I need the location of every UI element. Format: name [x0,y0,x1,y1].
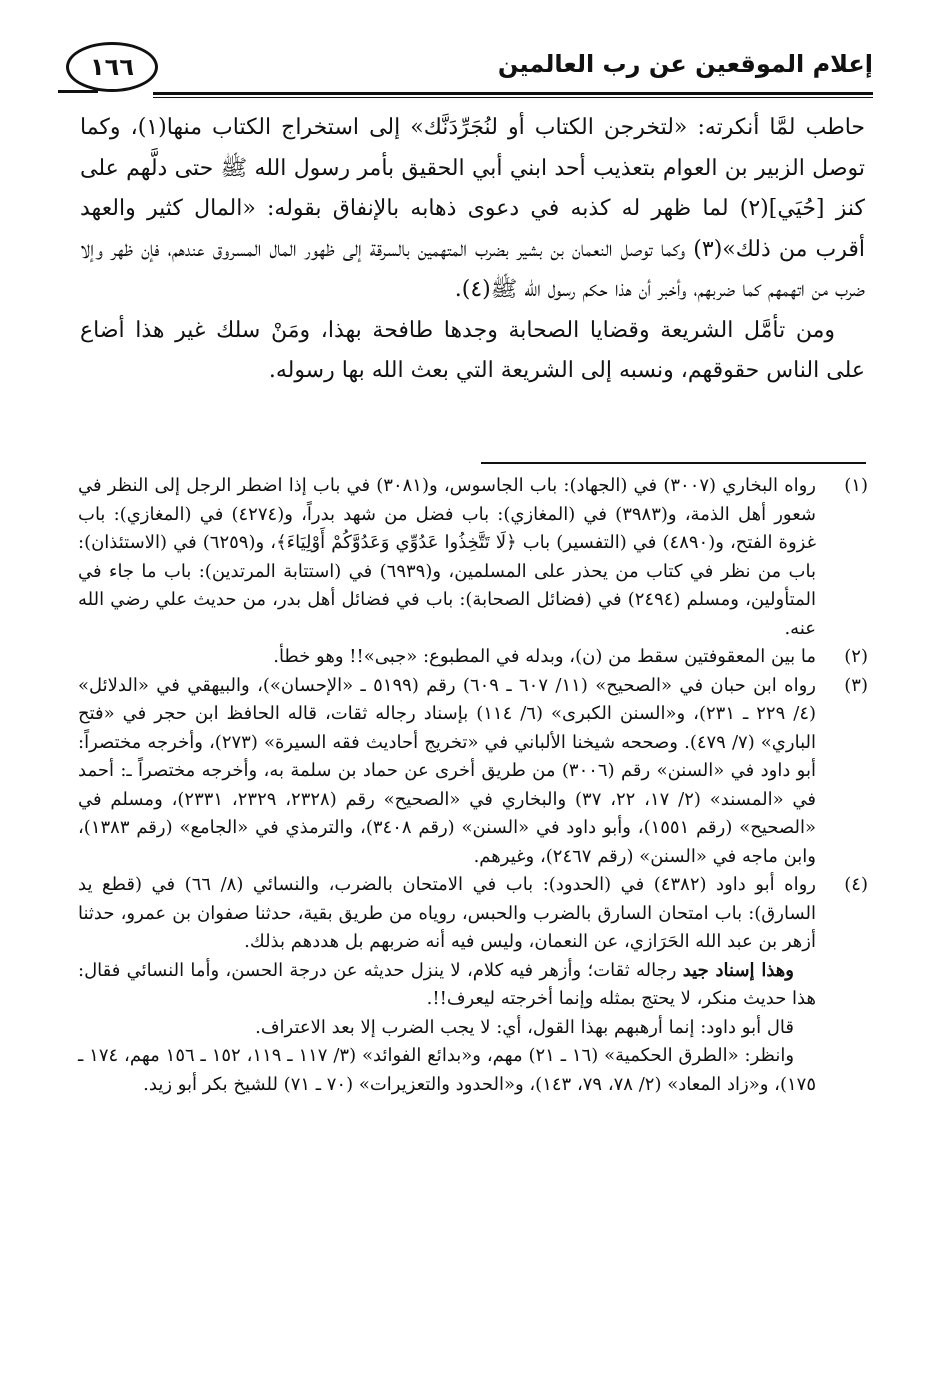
main-text [80,108,865,392]
footnote-continuation-text: رجاله ثقات؛ وأزهر فيه كلام، لا ينزل حديثه عن درجة الحسن، وأما النسائي فقال: هذا حديث منكر، لا يحتج بمثله وإنما أخرجته ليعرف!!. [78,959,816,1009]
footnote [78,672,868,872]
emphasis: وهذا إسناد جيد [682,959,794,981]
footnote-continuation-text: وانظر: «الطرق الحكمية» (١٦ ـ ٢١) مهم، و«بدائع الفوائد» (٣/ ١١٧ ـ ١١٩، ١٥٢ ـ ١٥٦ مهم، ١٧٤ ـ ١٧٥)، و«زاد المعاد» (٢/ ٧٨، ٧٩، ١٤٣)، و«الحدود والتعزيرات» (٧٠ ـ ٧١) للشيخ بكر أبو زيد. [78,1045,816,1095]
footnote-text: رواه البخاري (٣٠٠٧) في (الجهاد): باب الجاسوس، و(٣٠٨١) في باب إذا اضطر الرجل إلى النظر في شعور أهل الذمة، و(٣٩٨٣) في (المغازي): باب فضل من شهد بدراً، و(٤٢٧٤) في (المغازي): باب غزوة الفتح، و(٤٨٩٠) في (التفسير) باب ﴿لَا تَتَّخِذُوا عَدُوِّي وَعَدُوَّكُمْ أَوْلِيَاءَ﴾، و(٦٢٥٩) في (الاستئذان): باب من نظر في كتاب من يحذر على المسلمين، و(٦٩٣٩) في (استتابة المرتدين): باب ما جاء في المتأولين، ومسلم (٢٤٩٤) في (فضائل الصحابة): باب في فضائل أهل بدر، من حديث علي رضي الله عنه. [78,475,817,639]
footnote [78,871,868,957]
footnote-number: (١) [844,475,868,496]
footnote-continuation [78,1014,868,1043]
header-ornament [58,90,98,93]
footnote-continuation [78,957,868,1014]
footnote-continuation-text: قال أبو داود: إنما أرهبهم بهذا القول، أي: لا يجب الضرب إلا بعد الاعتراف. [255,1016,794,1038]
page-number: ١٦٦ [66,42,158,92]
footnote-number: (٢) [844,646,868,667]
footnote-continuation [78,1042,868,1099]
paragraph: ومن تأمَّل الشريعة وقضايا الصحابة وجدها طافحة بهذا، ومَنْ سلك غير هذا أضاع على الناس حقوقهم، ونسبه إلى الشريعة التي بعث الله بها رسوله. [80,317,865,383]
footnote-number: (٤) [844,874,868,895]
footnote-number: (٣) [844,674,868,696]
paragraph: حاطب لمَّا أنكرته: «لتخرجن الكتاب أو لنُجَرِّدَنَّك» إلى استخراج الكتاب منها(١)، وكما توصل الزبير بن العوام بتعذيب أحد ابني أبي الحقيق بأمر رسول الله ﷺ حتى دلَّهم على كنز [حُيَي](٢) لما ظهر له كذبه في دعوى ذهابه بالإنفاق بقوله: «المال كثير والعهد أقرب من ذلك»(٣) وكما توصل النعمان بن بشير بضرب المتهمين بالسرقة إلى ظهور المال المسروق عندهم، فإن ظهر وإلا ضرب من اتهمهم كما ضربهم، وأخبر أن هذا حكم رسول الله ﷺ(٤). [80,115,866,302]
footnotes [78,472,868,1099]
footnote-text: رواه ابن حبان في «الصحيح» (١١/ ٦٠٧ ـ ٦٠٩) رقم (٥١٩٩ ـ «الإحسان»)، والبيهقي في «الدلائل» (٤/ ٢٢٩ ـ ٢٣١)، و«السنن الكبرى» (٦/ ١١٤) بإسناد رجاله ثقات، قاله الحافظ ابن حجر في «فتح الباري» (٧/ ٤٧٩). وصححه شيخنا الألباني في «تخريج أحاديث فقه السيرة» (٢٧٣)، وأخرجه مختصراً: أبو داود في «السنن» رقم (٣٠٠٦) من طريق أخرى عن حماد بن سلمة به، وأخرجه مختصراً ـ: أحمد في «المسند» (٢/ ١٧، ٢٢، ٣٧) والبخاري في «الصحيح» رقم (٢٣٢٨، ٢٣٢٩، ٢٣٣١)، ومسلم في «الصحيح» (رقم ١٥٥١)، وأبو داود في «السنن» (رقم ٣٤٠٨)، والترمذي في «الجامع» (رقم ١٣٨٣)، وابن ماجه في «السنن» (رقم ٢٤٦٧)، وغيرهم. [78,674,817,867]
book-title: إعلام الموقعين عن رب العالمين [497,50,873,78]
footnote [78,643,868,672]
footnote-text: ما بين المعقوفتين سقط من (ن)، وبدله في المطبوع: «جبى»!! وهو خطأ. [273,646,816,667]
header-rule [153,92,873,95]
running-header [58,40,873,98]
footnote-text: رواه أبو داود (٤٣٨٢) في (الحدود): باب في الامتحان بالضرب، والنسائي (٨/ ٦٦) في (قطع يد السارق): باب امتحان السارق بالضرب والحبس، روياه من طريق بقية، حدثنا صفوان بن عمرو، حدثنا أزهر بن عبد الله الحَرَازي، عن النعمان، وليس فيه أنه ضربهم بل هددهم بذلك. [78,874,816,952]
header-rule-thin [153,97,873,98]
footnote [78,472,868,643]
footnote-separator [481,462,866,464]
